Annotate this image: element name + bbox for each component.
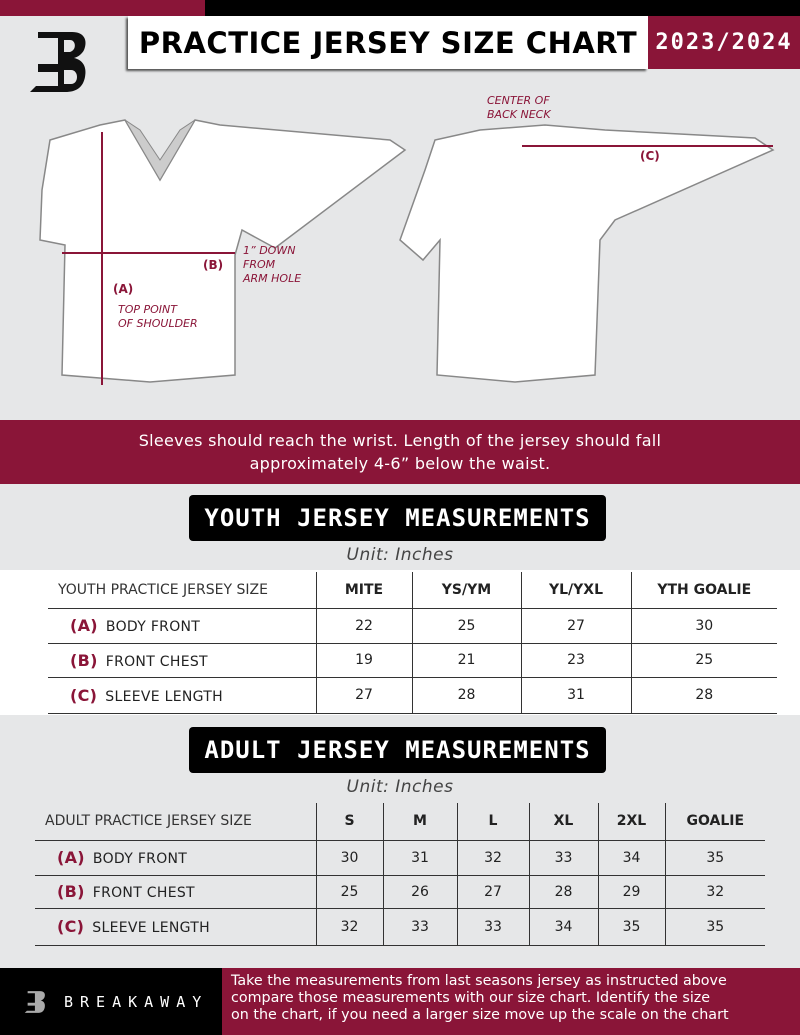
top-black-bar xyxy=(205,0,800,16)
row-label: (B) FRONT CHEST xyxy=(48,643,316,677)
value-cell: 25 xyxy=(316,875,383,908)
row-label: (A) BODY FRONT xyxy=(48,608,316,643)
row-label: (C) SLEEVE LENGTH xyxy=(35,908,316,945)
value-cell: 30 xyxy=(631,608,777,643)
value-cell: 33 xyxy=(529,840,598,875)
header-cell: XL xyxy=(529,803,598,840)
note-a: TOP POINT OF SHOULDER xyxy=(118,303,198,330)
label-a: (A) xyxy=(113,282,134,296)
header-cell: M xyxy=(383,803,457,840)
table-header-row xyxy=(35,803,765,840)
breakaway-logo xyxy=(28,28,94,96)
header-cell: ADULT PRACTICE JERSEY SIZE xyxy=(35,803,316,840)
jersey-front-diagram xyxy=(30,110,410,400)
table-row xyxy=(35,875,765,908)
table-row xyxy=(35,840,765,875)
header-cell: YOUTH PRACTICE JERSEY SIZE xyxy=(48,572,316,608)
jersey-back-diagram xyxy=(395,120,780,395)
youth-unit: Unit: Inches xyxy=(346,545,454,565)
value-cell: 28 xyxy=(412,677,521,713)
top-accent-bar xyxy=(0,0,205,16)
value-cell: 35 xyxy=(665,840,765,875)
table-row xyxy=(48,608,777,643)
value-cell: 30 xyxy=(316,840,383,875)
value-cell: 28 xyxy=(631,677,777,713)
value-cell: 22 xyxy=(316,608,412,643)
table-header-row xyxy=(48,572,777,608)
breakaway-logo-small xyxy=(24,987,48,1017)
footer-instructions: Take the measurements from last seasons jersey as instructed above compare those measurements with our size chart. Identify the size on the chart, if you need a larger size move up the scale on the chart xyxy=(222,968,800,1035)
label-b: (B) xyxy=(203,258,224,272)
value-cell: 19 xyxy=(316,643,412,677)
value-cell: 31 xyxy=(521,677,631,713)
value-cell: 27 xyxy=(316,677,412,713)
season-label: 2023/2024 xyxy=(648,16,800,69)
instructions-band: Sleeves should reach the wrist. Length of the jersey should fall approximately 4-6” below the waist. xyxy=(0,420,800,484)
value-cell: 27 xyxy=(521,608,631,643)
value-cell: 32 xyxy=(316,908,383,945)
header-cell: GOALIE xyxy=(665,803,765,840)
adult-unit: Unit: Inches xyxy=(346,777,454,797)
value-cell: 35 xyxy=(665,908,765,945)
header-cell: YL/YXL xyxy=(521,572,631,608)
value-cell: 26 xyxy=(383,875,457,908)
label-c: (C) xyxy=(640,149,660,163)
table-row xyxy=(48,643,777,677)
table-row xyxy=(35,908,765,945)
page-title: PRACTICE JERSEY SIZE CHART xyxy=(128,16,648,69)
adult-size-table xyxy=(35,803,765,946)
header-cell: L xyxy=(457,803,529,840)
value-cell: 28 xyxy=(529,875,598,908)
value-cell: 31 xyxy=(383,840,457,875)
note-c: CENTER OF BACK NECK xyxy=(487,94,551,121)
row-label: (A) BODY FRONT xyxy=(35,840,316,875)
header-cell: 2XL xyxy=(598,803,665,840)
value-cell: 25 xyxy=(412,608,521,643)
brand-name: BREAKAWAY xyxy=(64,992,209,1011)
value-cell: 33 xyxy=(383,908,457,945)
value-cell: 32 xyxy=(665,875,765,908)
value-cell: 21 xyxy=(412,643,521,677)
adult-section-title: ADULT JERSEY MEASUREMENTS xyxy=(189,727,606,773)
header-cell: YTH GOALIE xyxy=(631,572,777,608)
value-cell: 23 xyxy=(521,643,631,677)
youth-size-table xyxy=(48,572,777,714)
value-cell: 33 xyxy=(457,908,529,945)
footer-brand xyxy=(0,968,222,1035)
value-cell: 32 xyxy=(457,840,529,875)
table-row xyxy=(48,677,777,713)
value-cell: 29 xyxy=(598,875,665,908)
row-label: (C) SLEEVE LENGTH xyxy=(48,677,316,713)
header-cell: YS/YM xyxy=(412,572,521,608)
value-cell: 35 xyxy=(598,908,665,945)
row-label: (B) FRONT CHEST xyxy=(35,875,316,908)
value-cell: 34 xyxy=(598,840,665,875)
header-cell: MITE xyxy=(316,572,412,608)
youth-section-title: YOUTH JERSEY MEASUREMENTS xyxy=(189,495,606,541)
value-cell: 34 xyxy=(529,908,598,945)
value-cell: 25 xyxy=(631,643,777,677)
header-cell: S xyxy=(316,803,383,840)
value-cell: 27 xyxy=(457,875,529,908)
note-b: 1” DOWN FROM ARM HOLE xyxy=(243,244,302,285)
